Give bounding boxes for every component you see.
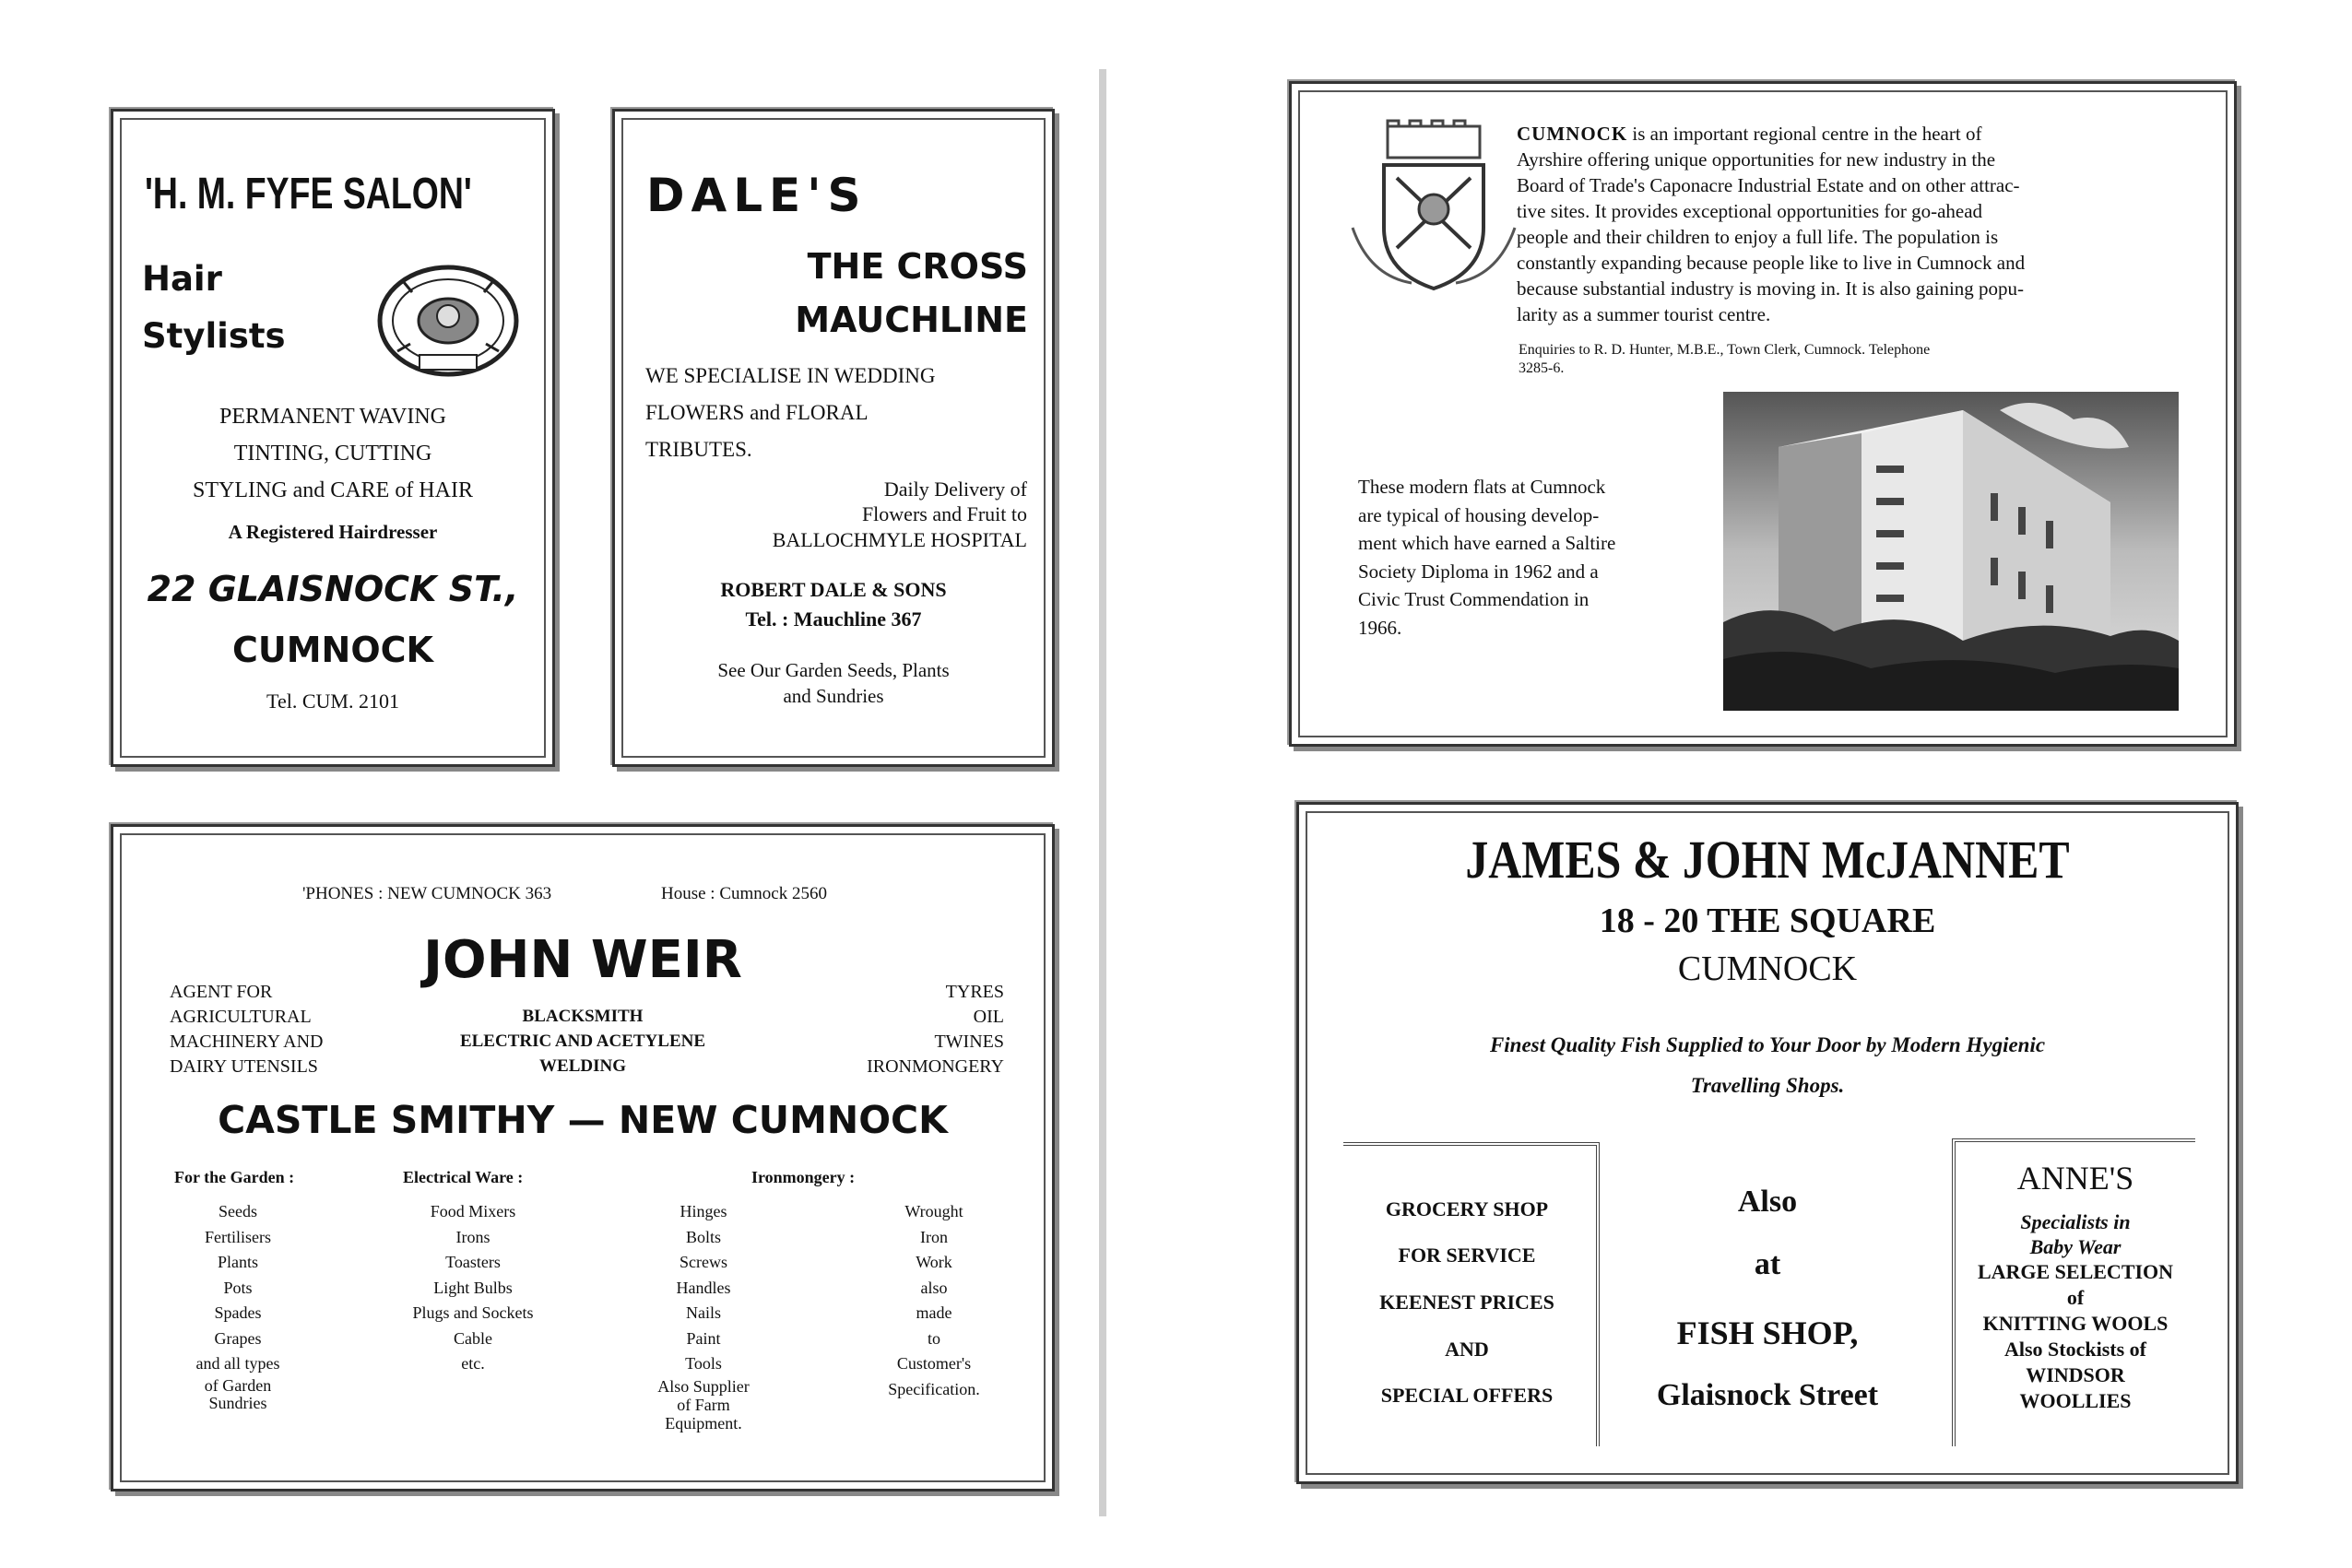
list-item: Light Bulbs bbox=[433, 1278, 513, 1297]
weir-electrical-heading: Electrical Ware : bbox=[403, 1168, 524, 1186]
annes-knitting-wools: KNITTING WOOLS bbox=[1982, 1312, 2169, 1335]
list-item: also bbox=[920, 1278, 948, 1297]
list-item: Nails bbox=[686, 1303, 721, 1322]
annes-stockists: Also Stockists of bbox=[2003, 1338, 2146, 1361]
cumnock-para-7: because substantial industry is moving in. It is also gaining popu- bbox=[1517, 277, 2025, 300]
list-item: and all types bbox=[195, 1354, 280, 1373]
dales-title: DALE'S bbox=[646, 169, 868, 222]
cumnock-enquiries-1: Enquiries to R. D. Hunter, M.B.E., Town Clerk, Cumnock. Telephone bbox=[1519, 342, 1931, 358]
list-item: Specification. bbox=[888, 1379, 980, 1398]
cumnock-lead: CUMNOCK bbox=[1517, 123, 1628, 145]
weir-garden-list bbox=[160, 1199, 316, 1412]
fyfe-salon-ad bbox=[111, 109, 555, 767]
mcjannet-square: 18 - 20 THE SQUARE bbox=[1599, 902, 1936, 940]
cumnock-para-5: people and their children to enjoy a full life. The population is bbox=[1517, 226, 1999, 248]
list-item: of Garden bbox=[204, 1375, 272, 1395]
dales-specialise-2: FLOWERS and FLORAL bbox=[645, 401, 869, 424]
cumnock-burgh-ad bbox=[1289, 81, 2237, 747]
list-item: Hinges bbox=[680, 1202, 727, 1220]
annes-title: ANNE'S bbox=[2016, 1160, 2134, 1197]
mcjannet-ad bbox=[1296, 802, 2239, 1484]
mcjannet-fish-shop: FISH SHOP, bbox=[1676, 1315, 1859, 1351]
weir-ironmongery-heading: Ironmongery : bbox=[751, 1168, 856, 1186]
caption-line: are typical of housing develop- bbox=[1358, 503, 1600, 526]
fyfe-title: 'H. M. FYFE SALON' bbox=[145, 170, 472, 218]
annes-woollies: WOOLLIES bbox=[2019, 1389, 2132, 1412]
fyfe-address-street: 22 GLAISNOCK ST., bbox=[147, 569, 519, 609]
mcjannet-travelling-shops: Travelling Shops. bbox=[1690, 1074, 1845, 1097]
list-item: Wrought bbox=[904, 1202, 963, 1220]
grocery-box bbox=[1343, 1142, 1600, 1446]
dales-seeds-1: See Our Garden Seeds, Plants bbox=[717, 659, 950, 681]
list-item: Grapes bbox=[214, 1328, 262, 1348]
modern-flats-photo bbox=[1723, 392, 2179, 711]
list-item: Pots bbox=[223, 1278, 253, 1297]
weir-agent-2: AGRICULTURAL bbox=[170, 1007, 312, 1027]
annes-box bbox=[1952, 1138, 2195, 1446]
fyfe-stylists: Stylists bbox=[142, 316, 286, 356]
weir-house-phone: House : Cumnock 2560 bbox=[661, 884, 827, 903]
fyfe-telephone: Tel. CUM. 2101 bbox=[266, 690, 399, 713]
mcjannet-name: JAMES & JOHN McJANNET bbox=[1465, 830, 2070, 890]
grocery-line: SPECIAL OFFERS bbox=[1380, 1384, 1554, 1407]
burgh-coat-of-arms-icon bbox=[1347, 119, 1520, 300]
dales-delivery-2: Flowers and Fruit to bbox=[861, 502, 1027, 525]
fyfe-service-1: PERMANENT WAVING bbox=[219, 405, 447, 429]
list-item: Seeds bbox=[219, 1202, 257, 1220]
annes-of: of bbox=[2066, 1286, 2085, 1309]
annes-baby-wear: Baby Wear bbox=[2029, 1235, 2122, 1258]
list-item: Plants bbox=[217, 1253, 258, 1271]
weir-agent-3: MACHINERY AND bbox=[170, 1032, 324, 1052]
weir-agent-1: AGENT FOR bbox=[170, 982, 273, 1002]
fyfe-address-town: CUMNOCK bbox=[232, 630, 433, 670]
annes-large-selection: LARGE SELECTION bbox=[1977, 1260, 2174, 1283]
cumnock-para-4: tive sites. It provides exceptional opportunities for go-ahead bbox=[1517, 200, 1983, 222]
dales-specialise-3: TRIBUTES. bbox=[645, 438, 752, 461]
weir-trade-3: WELDING bbox=[539, 1056, 626, 1076]
weir-trade-1: BLACKSMITH bbox=[522, 1007, 644, 1026]
cumnock-para-2: Ayrshire offering unique opportunities for new industry in the bbox=[1517, 148, 1996, 171]
list-item: Sundries bbox=[208, 1393, 267, 1412]
list-item: Also Supplier bbox=[657, 1376, 750, 1396]
list-item: Tools bbox=[685, 1354, 722, 1373]
weir-tyres-1: TYRES bbox=[945, 982, 1004, 1002]
list-item: Iron bbox=[920, 1227, 948, 1246]
dales-specialise-1: WE SPECIALISE IN WEDDING bbox=[645, 364, 936, 387]
fyfe-service-3: STYLING and CARE of HAIR bbox=[193, 478, 473, 502]
mcjannet-fish-line: Finest Quality Fish Supplied to Your Door by Modern Hygienic bbox=[1489, 1033, 2046, 1056]
weir-wrought-iron-list bbox=[851, 1199, 1017, 1402]
dales-robert-dale-sons: ROBERT DALE & SONS bbox=[720, 578, 947, 601]
john-weir-ad bbox=[111, 824, 1055, 1491]
list-item: Paint bbox=[686, 1328, 721, 1348]
grocery-line: GROCERY SHOP bbox=[1385, 1197, 1549, 1220]
caption-line: Civic Trust Commendation in bbox=[1358, 588, 1590, 610]
cumnock-enquiries-2: 3285-6. bbox=[1519, 360, 1565, 376]
mcjannet-at: at bbox=[1754, 1247, 1781, 1281]
mcjannet-also: Also bbox=[1737, 1185, 1798, 1219]
dales-seeds-2: and Sundries bbox=[783, 685, 884, 707]
list-item: Fertilisers bbox=[205, 1227, 271, 1246]
grocery-line: FOR SERVICE bbox=[1398, 1244, 1536, 1267]
weir-garden-heading: For the Garden : bbox=[174, 1168, 295, 1186]
fyfe-registered: A Registered Hairdresser bbox=[228, 521, 438, 543]
caption-line: ment which have earned a Saltire bbox=[1358, 532, 1616, 554]
cumnock-paragraph bbox=[1517, 121, 2181, 327]
grocery-line: AND bbox=[1445, 1338, 1489, 1361]
dales-mauchline: MAUCHLINE bbox=[795, 300, 1028, 340]
annes-windsor: WINDSOR bbox=[2026, 1363, 2125, 1386]
list-item: Equipment. bbox=[665, 1413, 742, 1432]
dales-telephone: Tel. : Mauchline 367 bbox=[745, 607, 922, 631]
cumnock-para-8: larity as a summer tourist centre. bbox=[1517, 303, 1771, 325]
mcjannet-glaisnock-street: Glaisnock Street bbox=[1656, 1378, 1879, 1412]
page-spine bbox=[1099, 69, 1106, 1516]
weir-agent-4: DAIRY UTENSILS bbox=[170, 1056, 318, 1077]
dales-delivery-3: BALLOCHMYLE HOSPITAL bbox=[772, 528, 1027, 551]
list-item: Toasters bbox=[445, 1253, 501, 1271]
annes-specialists: Specialists in bbox=[2020, 1210, 2131, 1233]
grocery-line: KEENEST PRICES bbox=[1379, 1291, 1554, 1314]
mcjannet-town: CUMNOCK bbox=[1677, 949, 1858, 988]
cumnock-para-6: constantly expanding because people like to live in Cumnock and bbox=[1517, 252, 2026, 274]
list-item: Plugs and Sockets bbox=[412, 1303, 534, 1322]
fyfe-hair: Hair bbox=[142, 259, 222, 299]
fyfe-service-2: TINTING, CUTTING bbox=[233, 442, 432, 466]
weir-tyres-2: OIL bbox=[973, 1007, 1004, 1027]
list-item: Work bbox=[916, 1253, 952, 1271]
list-item: made bbox=[916, 1303, 952, 1322]
list-item: etc. bbox=[461, 1354, 485, 1373]
dales-delivery-1: Daily Delivery of bbox=[883, 477, 1027, 501]
list-item: Bolts bbox=[685, 1227, 721, 1246]
weir-name: JOHN WEIR bbox=[423, 930, 742, 990]
cumnock-para-3: Board of Trade's Caponacre Industrial Estate and on other attrac- bbox=[1517, 174, 2020, 196]
dales-ad bbox=[612, 109, 1055, 767]
weir-phones: 'PHONES : NEW CUMNOCK 363 bbox=[302, 884, 552, 903]
list-item: Screws bbox=[680, 1253, 727, 1271]
caption-line: These modern flats at Cumnock bbox=[1358, 476, 1606, 498]
weir-tyres-4: IRONMONGERY bbox=[867, 1056, 1004, 1077]
weir-tyres-3: TWINES bbox=[934, 1032, 1004, 1052]
caption-line: 1966. bbox=[1358, 616, 1402, 639]
weir-ironmongery-list bbox=[630, 1199, 777, 1432]
caption-line: Society Diploma in 1962 and a bbox=[1358, 560, 1599, 583]
cumnock-flats-caption bbox=[1358, 473, 1615, 642]
weir-castle-smithy: CASTLE SMITHY — NEW CUMNOCK bbox=[218, 1098, 948, 1142]
list-item: Cable bbox=[454, 1328, 492, 1348]
cumnock-para-1: is an important regional centre in the heart of bbox=[1632, 123, 1982, 145]
guild-seal-icon bbox=[375, 263, 521, 379]
list-item: to bbox=[927, 1328, 940, 1348]
dales-the-cross: THE CROSS bbox=[807, 246, 1028, 287]
weir-trade-2: ELECTRIC AND ACETYLENE bbox=[459, 1032, 706, 1051]
list-item: Customer's bbox=[896, 1354, 972, 1373]
list-item: Food Mixers bbox=[430, 1202, 516, 1220]
weir-electrical-list bbox=[381, 1199, 565, 1377]
list-item: Spades bbox=[214, 1303, 262, 1322]
list-item: Handles bbox=[676, 1278, 731, 1297]
list-item: Irons bbox=[455, 1227, 490, 1246]
list-item: of Farm bbox=[677, 1395, 730, 1414]
